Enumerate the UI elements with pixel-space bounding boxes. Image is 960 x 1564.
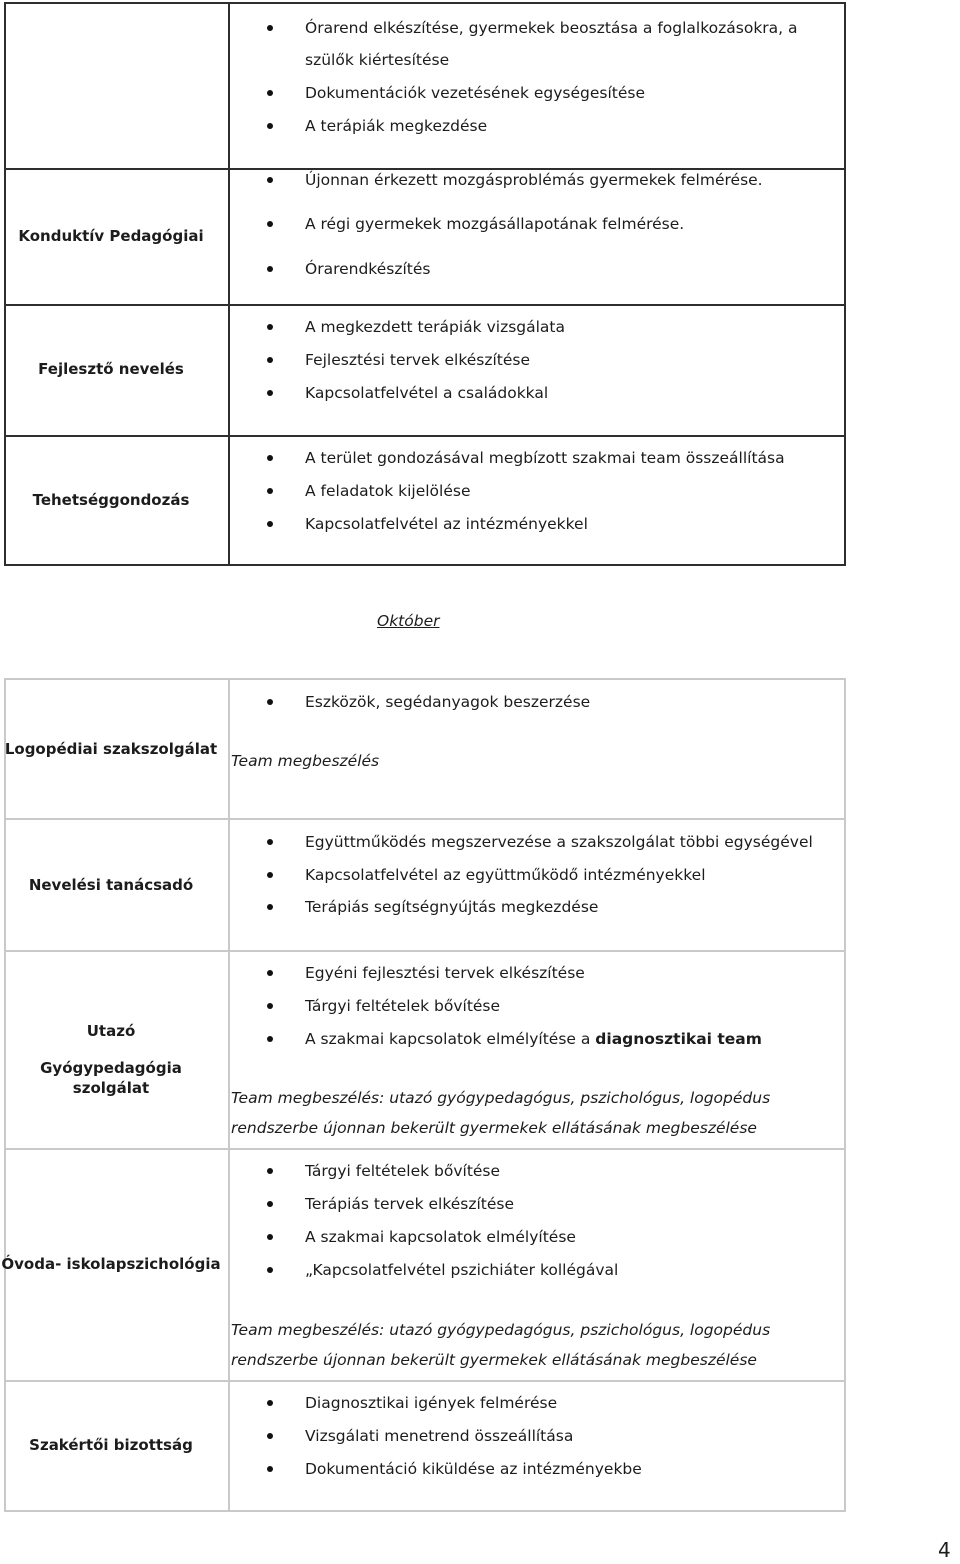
row-divider bbox=[6, 1380, 844, 1382]
list-item: Diagnosztikai igények felmérése bbox=[305, 1394, 558, 1412]
list-item bbox=[305, 1029, 762, 1049]
list-item: Fejlesztési tervek elkészítése bbox=[305, 351, 531, 369]
list-item: Kapcsolatfelvétel az együttműködő intézményekkel bbox=[305, 866, 706, 884]
item-text: A szakmai kapcsolatok elmélyítése a bbox=[305, 1030, 596, 1048]
list-item: A megkezdett terápiák vizsgálata bbox=[305, 318, 565, 336]
list-item: Tárgyi feltételek bővítése bbox=[305, 1162, 501, 1180]
note-text: Team megbeszélés: utazó gyógypedagógus, pszichológus, logopédus bbox=[231, 1089, 771, 1107]
list-item: Kapcsolatfelvétel a családokkal bbox=[305, 384, 549, 402]
note-text: rendszerbe újonnan bekerült gyermekek ellátásának megbeszélése bbox=[231, 1119, 757, 1137]
column-divider bbox=[228, 680, 230, 1510]
list-item: Egyéni fejlesztési tervek elkészítése bbox=[305, 964, 585, 982]
row-divider bbox=[6, 818, 844, 820]
row-label-nevelesi: Nevelési tanácsadó bbox=[28, 876, 194, 894]
row-label-utazo: Utazó bbox=[86, 1022, 136, 1040]
list-item: Terápiás tervek elkészítése bbox=[305, 1195, 515, 1213]
note-text: Team megbeszélés bbox=[231, 752, 380, 770]
list-item: Terápiás segítségnyújtás megkezdése bbox=[305, 898, 599, 916]
row-label-logopedia: Logopédiai szakszolgálat bbox=[4, 740, 218, 758]
list-item: Újonnan érkezett mozgásproblémás gyermekek felmérése. bbox=[305, 171, 763, 189]
list-item: A régi gyermekek mozgásállapotának felmérése. bbox=[305, 215, 685, 233]
list-item: Eszközök, segédanyagok beszerzése bbox=[305, 693, 591, 711]
row-divider bbox=[6, 304, 844, 306]
item-text-bold: diagnosztikai team bbox=[595, 1030, 762, 1048]
row-label-szakertoi: Szakértői bizottság bbox=[29, 1436, 193, 1454]
list-item: Kapcsolatfelvétel az intézményekkel bbox=[305, 515, 588, 533]
month-heading: Október bbox=[377, 612, 440, 630]
row-divider bbox=[6, 1148, 844, 1150]
list-item-continuation: szülők kiértesítése bbox=[305, 51, 450, 69]
row-label-ovoda: Óvoda- iskolapszichológia bbox=[1, 1255, 221, 1273]
row-label-fejleszto: Fejlesztő nevelés bbox=[38, 360, 184, 378]
list-item: Tárgyi feltételek bővítése bbox=[305, 997, 501, 1015]
note-text: Team megbeszélés: utazó gyógypedagógus, pszichológus, logopédus bbox=[231, 1321, 771, 1339]
list-item: „Kapcsolatfelvétel pszichiáter kollégával bbox=[305, 1261, 619, 1279]
list-item: Órarend elkészítése, gyermekek beosztása a foglalkozásokra, a bbox=[305, 19, 798, 37]
page-number: 4 bbox=[938, 1538, 951, 1562]
list-item: A feladatok kijelölése bbox=[305, 482, 471, 500]
note-text: rendszerbe újonnan bekerült gyermekek ellátásának megbeszélése bbox=[231, 1351, 757, 1369]
row-label-konduktiv: Konduktív Pedagógiai bbox=[18, 227, 204, 245]
row-label-utazo-line2: Gyógypedagógia szolgálat bbox=[40, 1059, 182, 1097]
list-item: Dokumentációk vezetésének egységesítése bbox=[305, 84, 646, 102]
list-item: A terület gondozásával megbízott szakmai team összeállítása bbox=[305, 449, 785, 467]
list-item: Vizsgálati menetrend összeállítása bbox=[305, 1427, 574, 1445]
list-item: Dokumentáció kiküldése az intézményekbe bbox=[305, 1460, 642, 1478]
row-divider bbox=[6, 950, 844, 952]
row-label-tehetseg: Tehetséggondozás bbox=[32, 491, 190, 509]
list-item: A szakmai kapcsolatok elmélyítése bbox=[305, 1228, 576, 1246]
row-divider bbox=[6, 435, 844, 437]
list-item: Együttműködés megszervezése a szakszolgálat többi egységével bbox=[305, 833, 813, 851]
list-item: A terápiák megkezdése bbox=[305, 117, 488, 135]
list-item: Órarendkészítés bbox=[305, 260, 431, 278]
column-divider bbox=[228, 4, 230, 564]
